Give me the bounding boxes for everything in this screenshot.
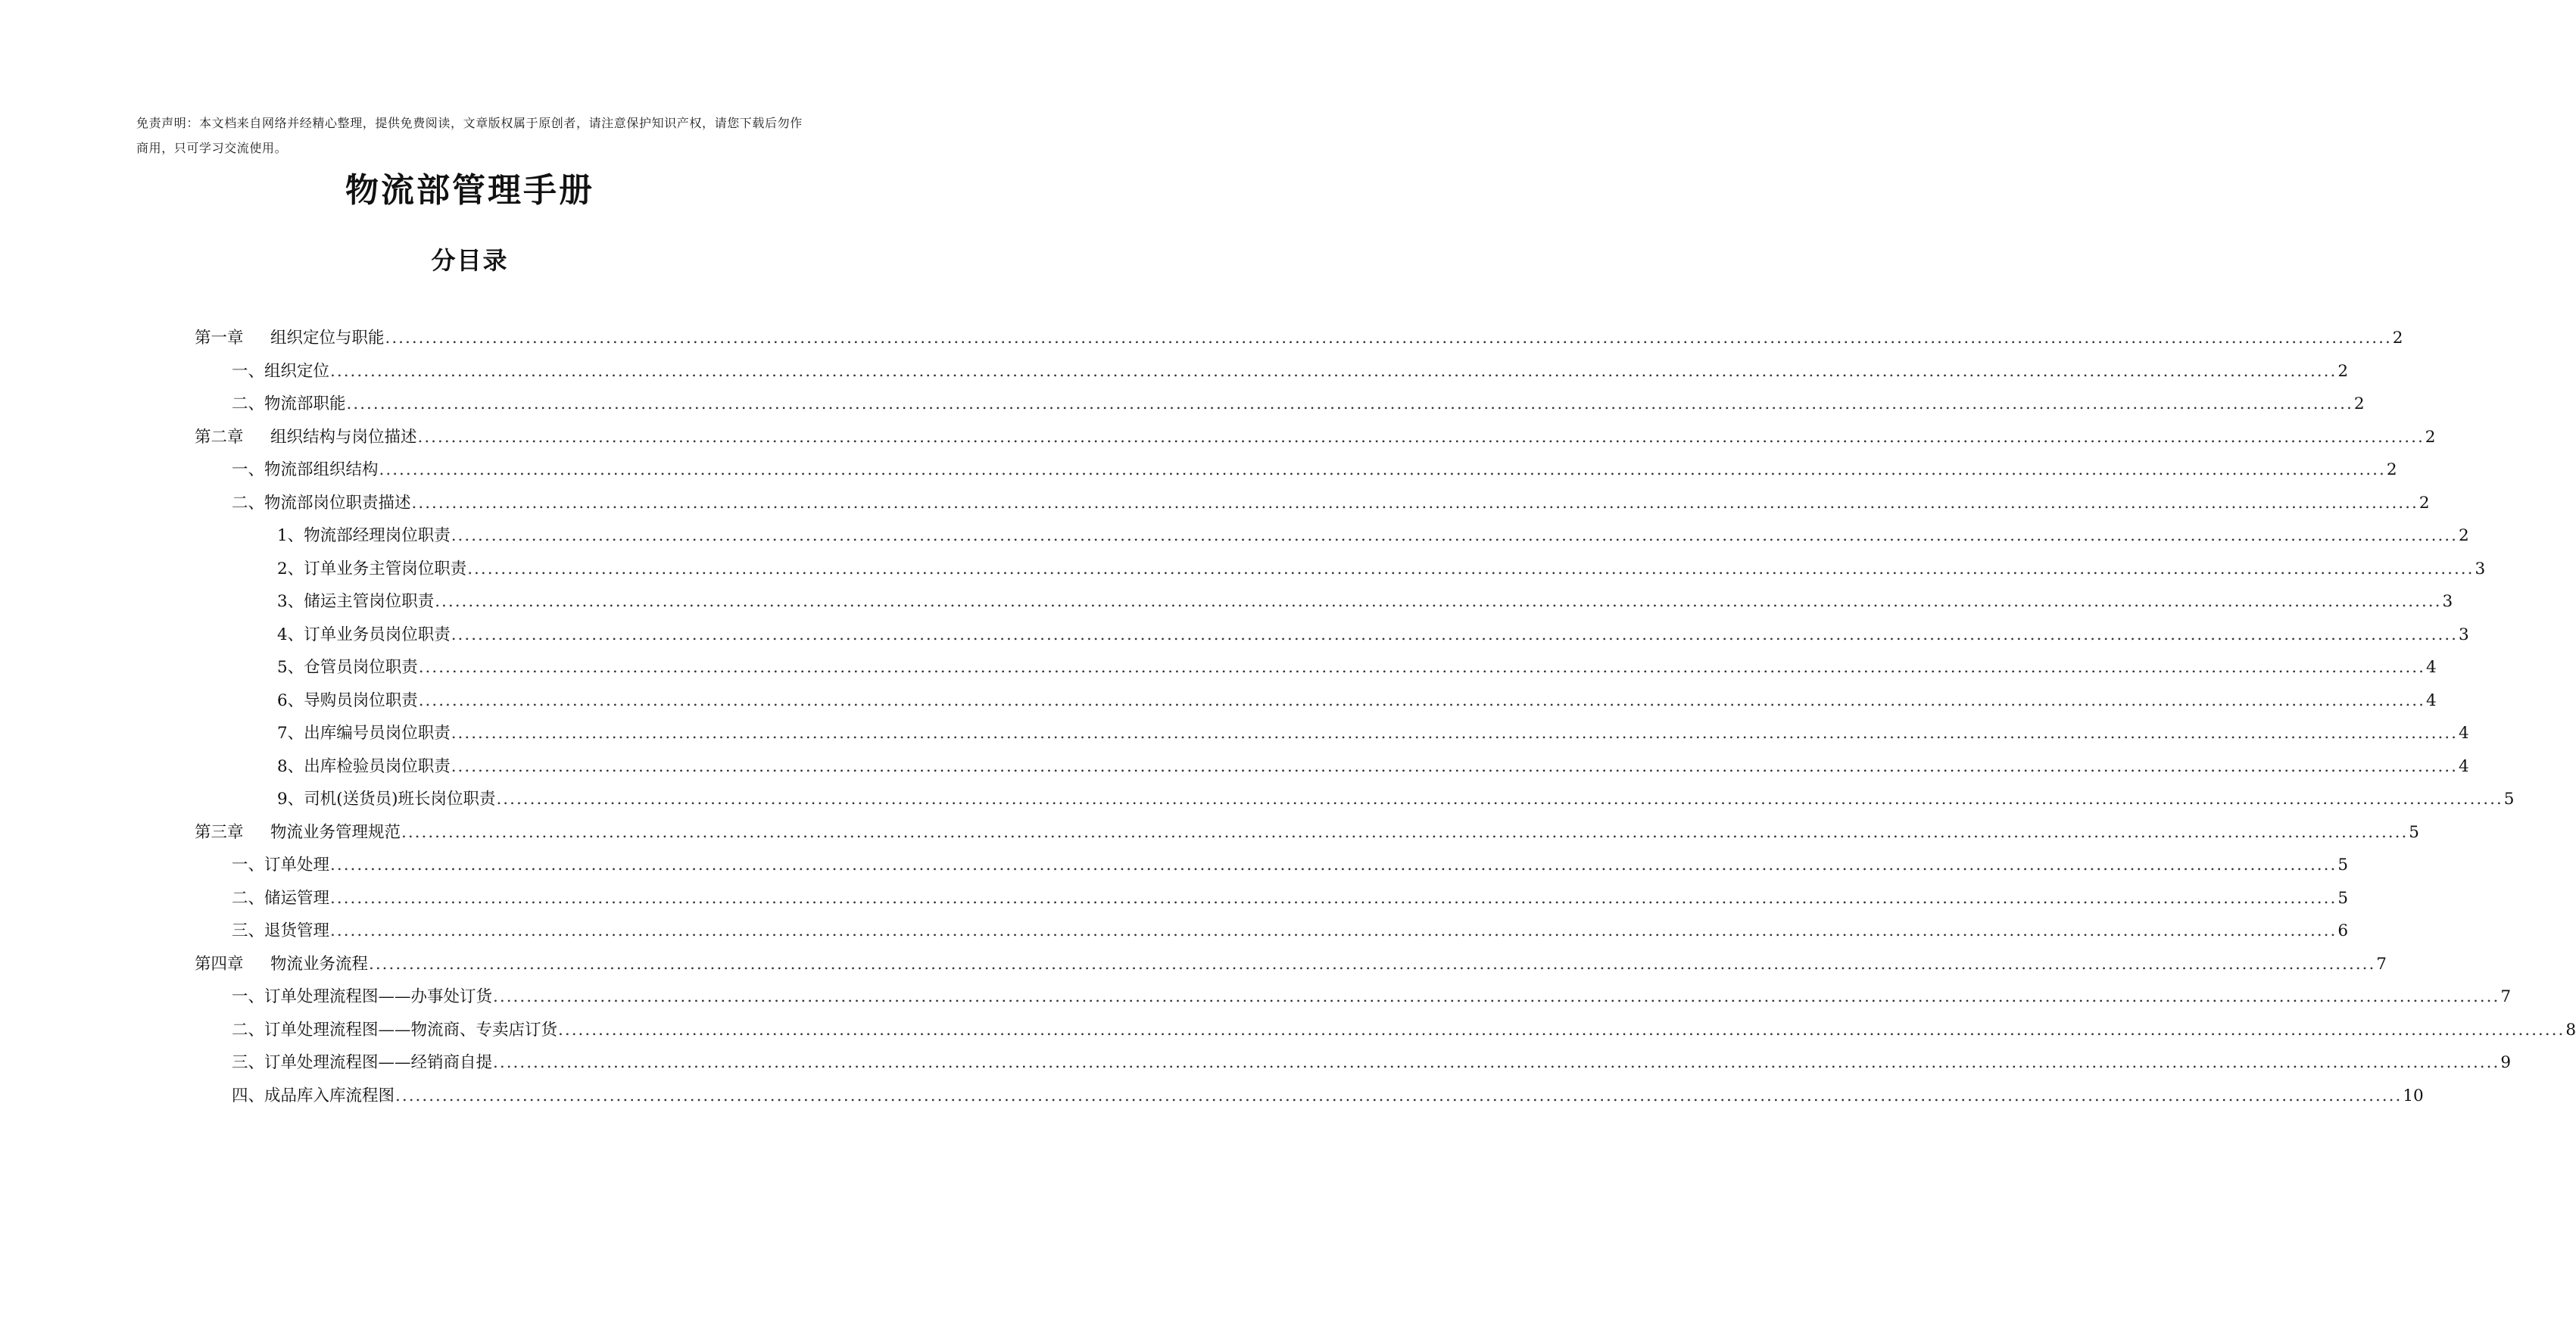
toc-entry-title: 订单处理流程图——办事处订货: [264, 987, 493, 1006]
toc-leader-dots: ............................................................................................................................................................................................................................................................................................................: [493, 987, 2500, 1006]
toc-entry-page: 4: [2425, 658, 2437, 677]
toc-entry[interactable]: [232, 482, 2430, 515]
toc-entry-title: 司机(送货员)班长岗位职责: [304, 790, 496, 809]
toc-leader-dots: ............................................................................................................................................................................................................................................................................................................: [330, 856, 2337, 874]
toc-entry[interactable]: [277, 778, 2515, 811]
toc-entry-title: 订单业务主管岗位职责: [304, 559, 467, 578]
toc-entry-page: 4: [2458, 756, 2469, 776]
toc-entry-page: 2: [2386, 460, 2397, 479]
toc-entry-page: 2: [2419, 493, 2430, 513]
toc-entry[interactable]: [232, 1074, 2424, 1108]
toc-entry-number: 第一章: [195, 329, 244, 348]
toc-leader-dots: ............................................................................................................................................................................................................................................................................................................: [395, 1086, 2403, 1105]
toc-leader-dots: ............................................................................................................................................................................................................................................................................................................: [435, 592, 2442, 611]
toc-entry-number: 二、: [232, 888, 265, 908]
toc-entry-page: 7: [2376, 954, 2387, 974]
toc-entry-number: 三、: [232, 921, 265, 940]
toc-entry-number: 四、: [232, 1086, 265, 1105]
toc-entry[interactable]: [232, 350, 2348, 383]
toc-entry-title: 物流部职能: [264, 394, 346, 413]
toc-leader-dots: ............................................................................................................................................................................................................................................................................................................: [418, 658, 2425, 677]
toc-entry-title: 出库编号员岗位职责: [304, 724, 451, 743]
toc-entry-title: 订单处理流程图——物流商、专卖店订货: [264, 1020, 558, 1040]
toc-entry-number: 3、: [277, 592, 304, 611]
toc-entry-number: 4、: [277, 625, 304, 644]
toc-leader-dots: ............................................................................................................................................................................................................................................................................................................: [418, 690, 2425, 710]
toc-entry[interactable]: [232, 382, 2365, 416]
toc-leader-dots: ............................................................................................................................................................................................................................................................................................................: [493, 1053, 2500, 1072]
toc-entry-number: 一、: [232, 361, 265, 381]
toc-entry[interactable]: [232, 448, 2397, 482]
toc-entry[interactable]: [277, 679, 2437, 712]
toc-entry-title: 订单处理流程图——经销商自提: [264, 1053, 493, 1072]
toc-entry-title: 组织结构与岗位描述: [270, 427, 417, 447]
toc-entry-title: 组织定位与职能: [270, 329, 385, 348]
toc-entry-page: 4: [2425, 690, 2437, 710]
toc-entry-title: 物流部岗位职责描述: [264, 493, 411, 513]
document-title: 物流部管理手册: [345, 171, 594, 210]
toc-entry-page: 6: [2337, 921, 2348, 940]
toc-entry-number: 二、: [232, 394, 265, 413]
toc-leader-dots: ............................................................................................................................................................................................................................................................................................................: [385, 329, 2392, 348]
toc-leader-dots: ............................................................................................................................................................................................................................................................................................................: [411, 493, 2419, 513]
toc-leader-dots: ............................................................................................................................................................................................................................................................................................................: [496, 790, 2503, 809]
toc-entry[interactable]: [277, 745, 2469, 778]
toc-leader-dots: ............................................................................................................................................................................................................................................................................................................: [330, 888, 2337, 908]
toc-entry-page: 2: [2458, 526, 2469, 545]
toc-leader-dots: ............................................................................................................................................................................................................................................................................................................: [558, 1020, 2565, 1040]
toc-entry[interactable]: [277, 712, 2469, 745]
toc-entry-number: 1、: [277, 526, 304, 545]
toc-entry-title: 物流部经理岗位职责: [304, 526, 451, 545]
toc-entry-title: 储运主管岗位职责: [304, 592, 435, 611]
toc-entry[interactable]: [195, 316, 2403, 350]
toc-entry-number: 第二章: [195, 427, 244, 447]
toc-entry-title: 仓管员岗位职责: [304, 658, 418, 677]
toc-entry-number: 二、: [232, 1020, 265, 1040]
toc-leader-dots: ............................................................................................................................................................................................................................................................................................................: [451, 625, 2458, 644]
toc-entry-page: 5: [2503, 790, 2515, 809]
toc-entry-page: 5: [2409, 822, 2419, 842]
toc-entry-number: 2、: [277, 559, 304, 578]
toc-entry-number: 9、: [277, 790, 304, 809]
toc-entry-page: 5: [2337, 856, 2348, 874]
toc-entry[interactable]: [232, 975, 2511, 1008]
toc-entry[interactable]: [277, 514, 2469, 547]
toc-entry[interactable]: [277, 547, 2486, 581]
toc-leader-dots: ............................................................................................................................................................................................................................................................................................................: [330, 361, 2337, 381]
toc-entry-page: 7: [2500, 987, 2511, 1006]
toc-entry[interactable]: [195, 943, 2387, 976]
toc-entry-page: 4: [2458, 724, 2469, 743]
toc-entry-number: 第四章: [195, 954, 244, 974]
toc-entry-page: 3: [2442, 592, 2453, 611]
toc-entry[interactable]: [195, 416, 2436, 449]
toc-entry-title: 订单处理: [264, 856, 330, 874]
toc-leader-dots: ............................................................................................................................................................................................................................................................................................................: [451, 756, 2458, 776]
toc-leader-dots: ............................................................................................................................................................................................................................................................................................................: [401, 822, 2409, 842]
toc-entry-title: 成品库入库流程图: [264, 1086, 395, 1105]
toc-entry-number: 一、: [232, 856, 265, 874]
toc-entry-page: 5: [2337, 888, 2348, 908]
toc-entry-page: 2: [2425, 427, 2436, 447]
toc-leader-dots: ............................................................................................................................................................................................................................................................................................................: [369, 954, 2376, 974]
toc-leader-dots: ............................................................................................................................................................................................................................................................................................................: [467, 559, 2475, 578]
toc-entry-number: 8、: [277, 756, 304, 776]
toc-entry[interactable]: [277, 613, 2469, 647]
toc-entry-title: 导购员岗位职责: [304, 690, 418, 710]
toc-entry-page: 10: [2403, 1086, 2424, 1105]
toc-entry[interactable]: [232, 909, 2348, 943]
toc-entry-title: 订单业务员岗位职责: [304, 625, 451, 644]
toc-leader-dots: ............................................................................................................................................................................................................................................................................................................: [346, 394, 2353, 413]
toc-entry-number: 6、: [277, 690, 304, 710]
toc-entry-number: 7、: [277, 724, 304, 743]
toc-entry[interactable]: [277, 646, 2437, 679]
toc-leader-dots: ............................................................................................................................................................................................................................................................................................................: [379, 460, 2386, 479]
toc-entry-title: 储运管理: [264, 888, 330, 908]
toc-entry[interactable]: [232, 877, 2348, 910]
disclaimer-text: 免责声明：本文档来自网络并经精心整理，提供免费阅读，文章版权属于原创者，请注意保护知识产权，请您下载后勿作商用，只可学习交流使用。: [136, 116, 803, 155]
toc-entry-page: 3: [2458, 625, 2469, 644]
toc-entry-page: 2: [2353, 394, 2365, 413]
toc-entry-page: 2: [2337, 361, 2348, 381]
toc-entry-title: 物流业务流程: [270, 954, 369, 974]
toc-entry-title: 物流业务管理规范: [270, 822, 401, 842]
toc-leader-dots: ............................................................................................................................................................................................................................................................................................................: [417, 427, 2425, 447]
toc-entry[interactable]: [277, 580, 2453, 613]
toc-leader-dots: ............................................................................................................................................................................................................................................................................................................: [451, 724, 2458, 743]
toc-entry-number: 一、: [232, 460, 265, 479]
toc-entry-title: 出库检验员岗位职责: [304, 756, 451, 776]
toc-entry-page: 3: [2475, 559, 2486, 578]
toc-entry-number: 三、: [232, 1053, 265, 1072]
toc-entry-number: 二、: [232, 493, 265, 513]
toc-entry[interactable]: [232, 1008, 2576, 1042]
toc-entry[interactable]: [195, 811, 2419, 844]
toc-entry-title: 物流部组织结构: [264, 460, 379, 479]
toc-entry-number: 5、: [277, 658, 304, 677]
toc-entry-title: 退货管理: [264, 921, 330, 940]
toc-leader-dots: ............................................................................................................................................................................................................................................................................................................: [451, 526, 2458, 545]
toc-entry-number: 第三章: [195, 822, 244, 842]
toc-heading: 分目录: [431, 246, 509, 275]
toc-entry-page: 8: [2565, 1020, 2576, 1040]
toc-entry-title: 组织定位: [264, 361, 330, 381]
toc-entry-page: 2: [2392, 329, 2403, 348]
toc-entry-number: 一、: [232, 987, 265, 1006]
toc-leader-dots: ............................................................................................................................................................................................................................................................................................................: [330, 921, 2337, 940]
toc-entry-page: 9: [2500, 1053, 2511, 1072]
toc-entry[interactable]: [232, 843, 2348, 877]
toc-entry[interactable]: [232, 1041, 2511, 1074]
